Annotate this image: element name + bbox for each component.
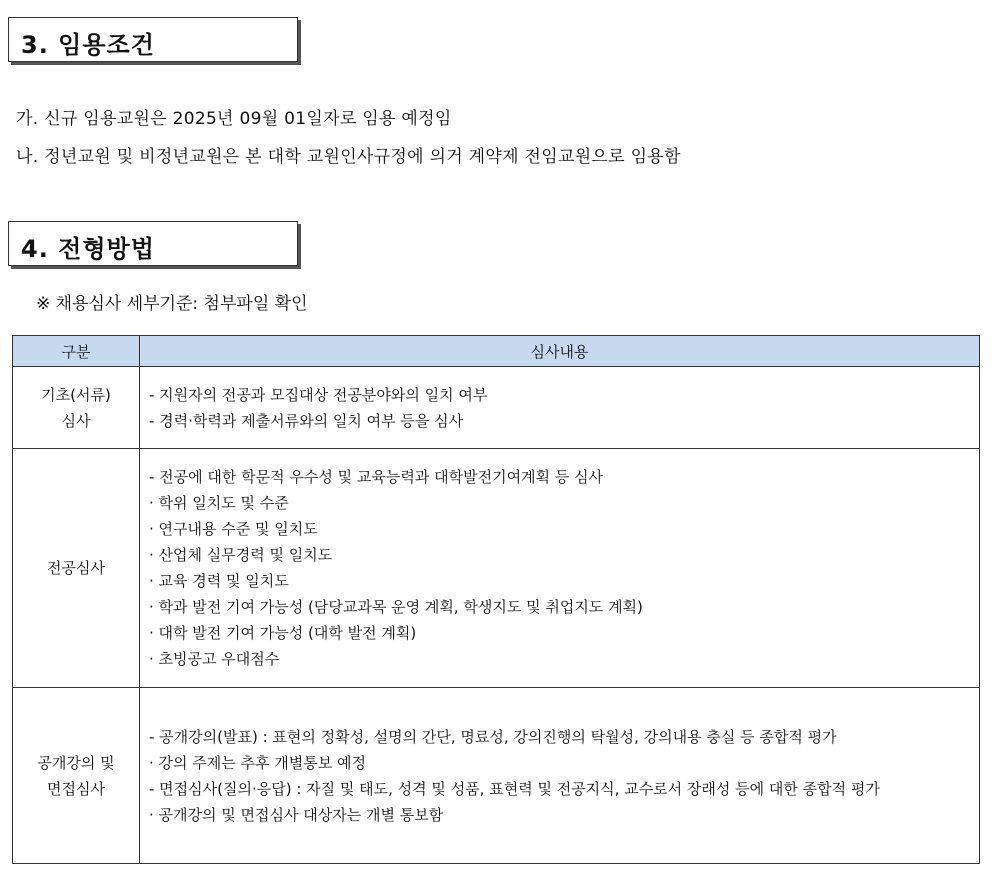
- content-line: · 공개강의 및 면접심사 대상자는 개별 통보함: [149, 805, 444, 824]
- table-header-row: [13, 336, 980, 367]
- content-line: - 경력·학력과 제출서류와의 일치 여부 등을 심사: [149, 411, 464, 430]
- table-row: [13, 449, 980, 688]
- condition-line-2: 나. 정년교원 및 비정년교원은 본 대학 교원인사규정에 의거 계약제 전임교원으로 임용함: [16, 147, 681, 167]
- content-line: - 면접심사(질의·응답) : 자질 및 태도, 성격 및 성품, 표현력 및 전공지식, 교수로서 장래성 등에 대한 종합적 평가: [149, 779, 880, 798]
- table-row: [13, 688, 980, 864]
- table-row: [13, 367, 980, 449]
- row-content: [140, 367, 980, 449]
- row-content: [140, 449, 980, 688]
- content-line: · 초빙공고 우대점수: [149, 650, 280, 668]
- condition-line-1: 가. 신규 임용교원은 2025년 09월 01일자로 임용 예정임: [16, 109, 452, 129]
- content-line: · 산업체 실무경력 및 일치도: [149, 546, 333, 564]
- content-line: · 대학 발전 기여 가능성 (대학 발전 계획): [149, 624, 417, 642]
- section-3-heading-box: [8, 17, 298, 62]
- content-line: - 공개강의(발표) : 표현의 정확성, 설명의 간단, 명료성, 강의진행의 탁월성, 강의내용 충실 등 종합적 평가: [149, 727, 837, 746]
- row-category: [13, 449, 140, 688]
- content-line: · 학위 일치도 및 수준: [149, 494, 289, 512]
- section-4-heading-box: [8, 221, 298, 266]
- content-line: - 전공에 대한 학문적 우수성 및 교육능력과 대학발전기여계획 등 심사: [149, 468, 604, 486]
- section-3-title: 3. 임용조건: [21, 31, 155, 59]
- criteria-note: ※ 채용심사 세부기준: 첨부파일 확인: [36, 294, 308, 314]
- category-line: 전공심사: [47, 559, 105, 577]
- category-line: 심사: [61, 411, 91, 430]
- screening-table: [12, 335, 980, 864]
- category-line: 기초(서류): [41, 385, 111, 404]
- row-content: [140, 688, 980, 864]
- content-line: · 교육 경력 및 일치도: [149, 572, 289, 590]
- content-line: · 연구내용 수준 및 일치도: [149, 520, 318, 538]
- row-category: [13, 367, 140, 449]
- section-4-title: 4. 전형방법: [21, 235, 155, 263]
- content-line: - 지원자의 전공과 모집대상 전공분야와의 일치 여부: [149, 385, 488, 404]
- content-line: · 학과 발전 기여 가능성 (담당교과목 운영 계획, 학생지도 및 취업지도 계획): [149, 598, 643, 616]
- header-category: 구분: [13, 336, 140, 367]
- category-line: 공개강의 및: [37, 753, 115, 772]
- header-content: 심사내용: [140, 336, 980, 367]
- category-line: 면접심사: [47, 779, 105, 798]
- row-category: [13, 688, 140, 864]
- content-line: · 강의 주제는 추후 개별통보 예정: [149, 753, 366, 772]
